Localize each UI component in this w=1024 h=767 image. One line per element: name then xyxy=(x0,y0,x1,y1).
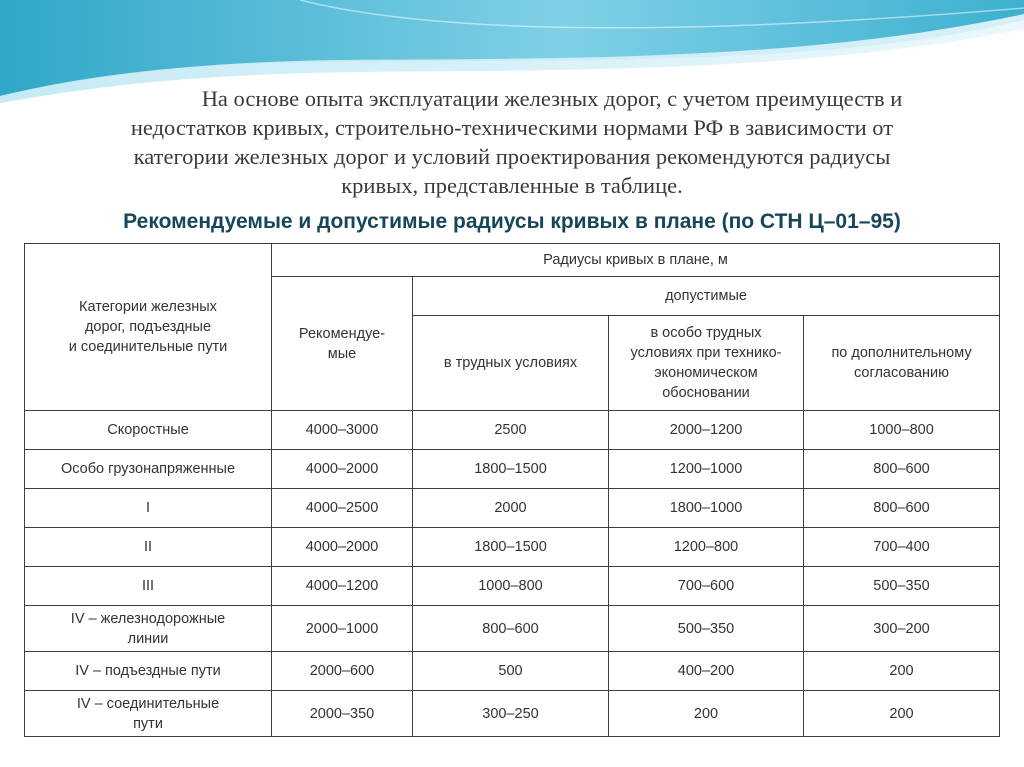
cell-category: I xyxy=(25,489,272,528)
cell-very-hard: 2000–1200 xyxy=(609,411,804,450)
table-heading: Рекомендуемые и допустимые радиусы кривых в плане (по СТН Ц–01–95) xyxy=(123,210,901,233)
cell-hard: 500 xyxy=(413,652,609,691)
cell-very-hard: 1200–1000 xyxy=(609,450,804,489)
intro-line: На основе опыта эксплуатации железных дорог, с учетом преимуществ и xyxy=(201,86,903,111)
cell-approval: 300–200 xyxy=(804,606,1000,652)
cell-approval: 1000–800 xyxy=(804,411,1000,450)
cell-category: Особо грузонапряженные xyxy=(25,450,272,489)
table-row xyxy=(25,411,1000,450)
header-very-hard: в особо трудных условиях при технико- экономическом обосновании xyxy=(609,316,804,411)
cell-very-hard: 700–600 xyxy=(609,567,804,606)
intro-line: недостатков кривых, строительно-техническими нормами РФ в зависимости от xyxy=(130,115,894,140)
header-category: Категории железных дорог, подъездные и соединительные пути xyxy=(25,244,272,411)
table-row xyxy=(25,691,1000,737)
radii-table xyxy=(24,243,1000,737)
cell-hard: 1800–1500 xyxy=(413,450,609,489)
cell-hard: 2500 xyxy=(413,411,609,450)
table-row xyxy=(25,567,1000,606)
cell-recommended: 4000–2000 xyxy=(272,450,413,489)
cell-category: IV – подъездные пути xyxy=(25,652,272,691)
cell-category: IV – железнодорожные линии xyxy=(25,606,272,652)
cell-approval: 800–600 xyxy=(804,450,1000,489)
cell-recommended: 2000–1000 xyxy=(272,606,413,652)
cell-very-hard: 1200–800 xyxy=(609,528,804,567)
table-row xyxy=(25,450,1000,489)
cell-category: IV – соединительные пути xyxy=(25,691,272,737)
cell-very-hard: 1800–1000 xyxy=(609,489,804,528)
cell-approval: 500–350 xyxy=(804,567,1000,606)
cell-recommended: 4000–2500 xyxy=(272,489,413,528)
cell-category: Скоростные xyxy=(25,411,272,450)
cell-hard: 1800–1500 xyxy=(413,528,609,567)
header-recommended: Рекомендуе- мые xyxy=(272,277,413,411)
cell-category: II xyxy=(25,528,272,567)
cell-hard: 300–250 xyxy=(413,691,609,737)
cell-hard: 2000 xyxy=(413,489,609,528)
header-allowed: допустимые xyxy=(413,277,1000,316)
cell-very-hard: 400–200 xyxy=(609,652,804,691)
cell-recommended: 4000–2000 xyxy=(272,528,413,567)
cell-recommended: 4000–1200 xyxy=(272,567,413,606)
cell-category: III xyxy=(25,567,272,606)
cell-approval: 800–600 xyxy=(804,489,1000,528)
intro-paragraph xyxy=(30,84,994,200)
cell-approval: 200 xyxy=(804,652,1000,691)
table-row xyxy=(25,606,1000,652)
cell-approval: 700–400 xyxy=(804,528,1000,567)
cell-recommended: 2000–350 xyxy=(272,691,413,737)
intro-line: кривых, представленные в таблице. xyxy=(341,173,683,198)
header-radii: Радиусы кривых в плане, м xyxy=(272,244,1000,277)
cell-very-hard: 500–350 xyxy=(609,606,804,652)
cell-hard: 1000–800 xyxy=(413,567,609,606)
cell-hard: 800–600 xyxy=(413,606,609,652)
cell-recommended: 4000–3000 xyxy=(272,411,413,450)
header-hard: в трудных условиях xyxy=(413,316,609,411)
header-approval: по дополнительному согласованию xyxy=(804,316,1000,411)
cell-recommended: 2000–600 xyxy=(272,652,413,691)
cell-very-hard: 200 xyxy=(609,691,804,737)
table-row xyxy=(25,652,1000,691)
table-row xyxy=(25,528,1000,567)
intro-line: категории железных дорог и условий проектирования рекомендуются радиусы xyxy=(133,144,891,169)
table-row xyxy=(25,489,1000,528)
cell-approval: 200 xyxy=(804,691,1000,737)
